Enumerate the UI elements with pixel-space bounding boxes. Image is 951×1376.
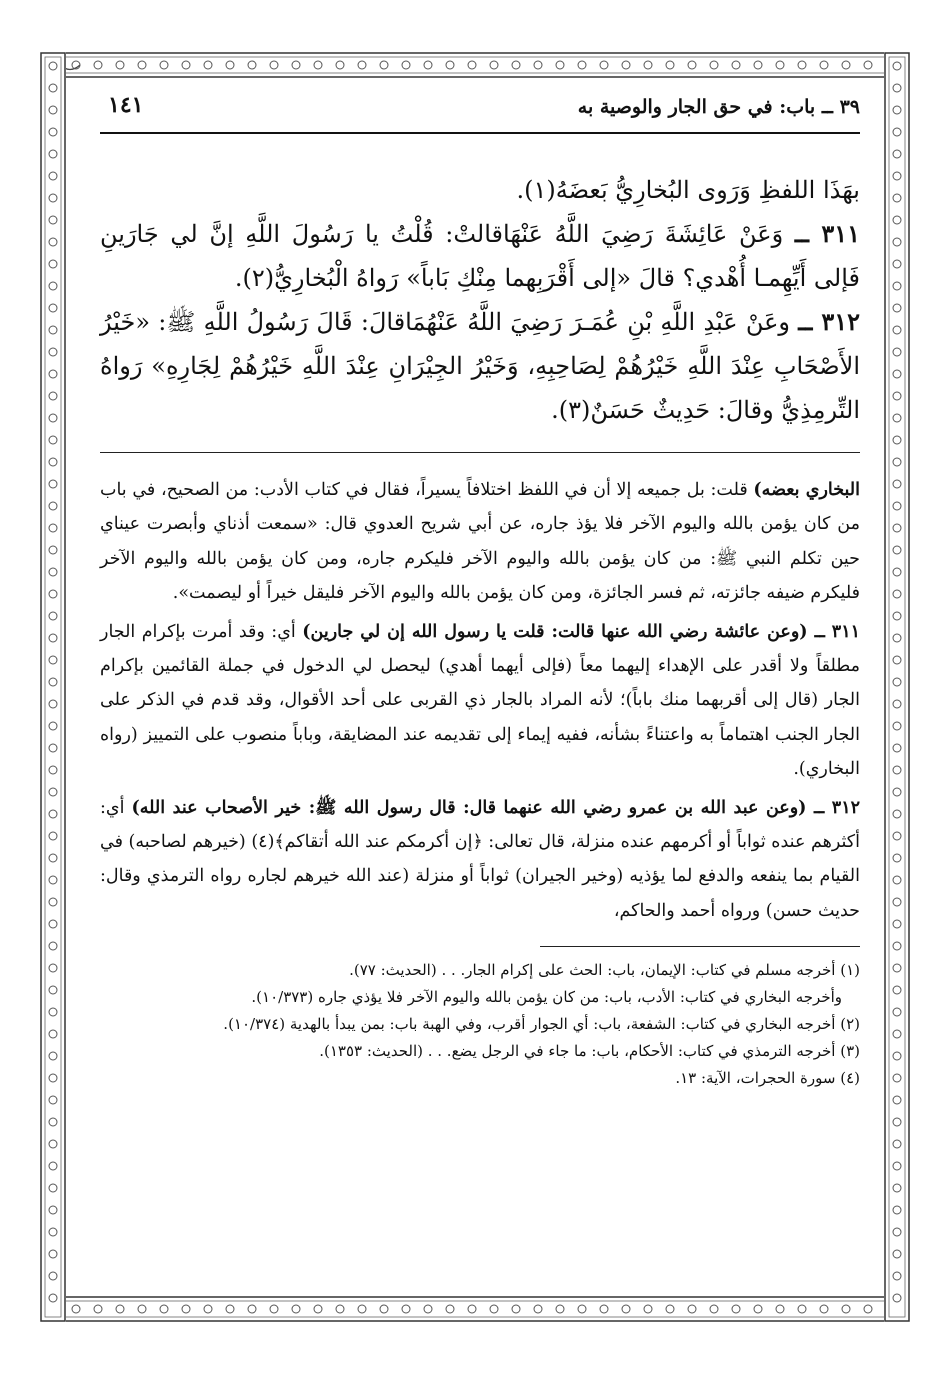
ornament-mark <box>94 61 102 69</box>
footnote: (١) أخرجه مسلم في كتاب: الإيمان، باب: الحث على إكرام الجار. . . (الحديث: ٧٧). <box>349 961 860 980</box>
ornament-mark <box>49 194 57 202</box>
ornament-mark <box>49 766 57 774</box>
ornament-mark <box>138 61 146 69</box>
ornament-mark <box>248 61 256 69</box>
ornament-mark <box>893 106 901 114</box>
ornament-mark <box>49 546 57 554</box>
ornament-mark <box>49 348 57 356</box>
ornament-mark <box>893 414 901 422</box>
ornament-mark <box>49 964 57 972</box>
commentary-paragraph: ٣١١ ــ (وعن عائشة رضي الله عنها قالت: قلت يا رسول الله إن لي جارين) أي: وقد أمرت بإكرام الجار مطلقاً ولا أقدر على الإهداء إليهما معاً (فإلى أيهما أهدي) ليحصل لي الدخول في جملة القائمين بإكرام الجار (قال إلى أقربهما منك باباً)؛ لأنه المراد بالجار ذي القربى على أحد الأقوال، وقد قدم في الذكر على الجار الجنب اهتماماً به واعتناءً بشأنه، ففيه إيماء إلى تقديمه عند المضايقة، وباباً منصوب على التمييز (رواه البخاري). <box>100 621 860 780</box>
ornament-mark <box>893 986 901 994</box>
ornament-mark <box>49 524 57 532</box>
hadith-number: ٣١١ ــ <box>794 219 860 248</box>
ornament-mark <box>49 1228 57 1236</box>
ornament-mark <box>864 61 872 69</box>
ornament-mark <box>893 964 901 972</box>
footnote: (٣) أخرجه الترمذي في كتاب: الأحكام، باب: ما جاء في الرجل يضع. . . (الحديث: ١٣٥٣). <box>319 1042 860 1061</box>
ornament-mark <box>893 326 901 334</box>
ornament-mark <box>49 678 57 686</box>
ornament-mark <box>893 546 901 554</box>
ornament-mark <box>49 216 57 224</box>
ornament-mark <box>49 282 57 290</box>
ornament-mark <box>49 1294 57 1302</box>
ornament-mark <box>578 61 586 69</box>
ornament-mark <box>893 216 901 224</box>
ornament-mark <box>49 392 57 400</box>
ornament-mark <box>49 744 57 752</box>
ornament-mark <box>49 480 57 488</box>
ornament-mark <box>49 1272 57 1280</box>
ornament-mark <box>49 854 57 862</box>
ornament-mark <box>893 172 901 180</box>
ornament-mark <box>893 854 901 862</box>
ornament-mark <box>49 172 57 180</box>
ornament-mark <box>49 1008 57 1016</box>
ornament-mark <box>49 1074 57 1082</box>
ornament-mark <box>893 1272 901 1280</box>
footnote: وأخرجه البخاري في كتاب: الأدب، باب: من كان يؤمن بالله واليوم الآخر فلا يؤذي جاره (١٠/٣٧٣). <box>251 988 842 1007</box>
ornament-mark <box>893 678 901 686</box>
ornament-mark <box>314 61 322 69</box>
ornament-mark <box>49 1052 57 1060</box>
hadith-paragraph: ٣١٢ ــ وعَنْ عَبْدِ اللَّهِ بْنِ عُمَـرَ رَضِيَ اللَّهُ عَنْهُمَاقالَ: قَالَ رَسُولُ اللَّهِ ﷺ: «خَيْرُ الأَصْحَابِ عِنْدَ اللَّهِ خَيْرُهُمْ لِصَاحِبِهِ، وَخَيْرُ الجِيْرَانِ عِنْدَ اللَّهِ خَيْرُهُمْ لِجَارِهِ» رَواهُ التِّرمِذِيُّ وقالَ: حَدِيثٌ حَسَنٌ(٣). <box>100 307 860 424</box>
ornament-mark <box>358 61 366 69</box>
hadith-text <box>100 168 860 432</box>
ornament-mark <box>49 634 57 642</box>
ornament-mark <box>754 61 762 69</box>
ornament-mark <box>49 370 57 378</box>
ornament-mark <box>534 61 542 69</box>
ornament-mark <box>893 788 901 796</box>
ornament-mark <box>732 61 740 69</box>
border-top-ornament <box>40 52 910 78</box>
ornament-mark <box>893 1030 901 1038</box>
ornament-mark <box>776 61 784 69</box>
ornament-mark <box>600 61 608 69</box>
ornament-mark <box>49 1030 57 1038</box>
ornament-mark <box>49 722 57 730</box>
ornament-mark <box>182 61 190 69</box>
ornament-mark <box>893 700 901 708</box>
ornament-mark <box>49 62 57 70</box>
ornament-mark <box>893 502 901 510</box>
ornament-mark <box>402 61 410 69</box>
ornament-mark <box>893 1118 901 1126</box>
ornament-mark <box>893 1250 901 1258</box>
ornament-mark <box>893 348 901 356</box>
ornament-mark <box>49 1118 57 1126</box>
ornament-mark <box>666 61 674 69</box>
chapter-title: ٣٩ ــ باب: في حق الجار والوصية به <box>577 96 860 118</box>
ornament-mark <box>49 832 57 840</box>
ornament-mark <box>49 876 57 884</box>
ornament-mark <box>893 1052 901 1060</box>
ornament-mark <box>49 1096 57 1104</box>
ornament-mark <box>49 84 57 92</box>
ornament-mark <box>49 898 57 906</box>
ornament-mark <box>893 392 901 400</box>
ornament-mark <box>798 61 806 69</box>
ornament-mark <box>893 568 901 576</box>
ornament-mark <box>893 612 901 620</box>
ornament-mark <box>204 61 212 69</box>
ornament-mark <box>893 1140 901 1148</box>
footnote: (٤) سورة الحجرات، الآية: ١٣. <box>675 1069 860 1088</box>
divider <box>100 452 860 453</box>
ornament-mark <box>49 150 57 158</box>
ornament-mark <box>512 61 520 69</box>
ornament-mark <box>226 61 234 69</box>
ornament-mark <box>49 414 57 422</box>
commentary-paragraph: البخاري بعضه) قلت: بل جميعه إلا أن في اللفظ اختلافاً يسيراً، فقال في كتاب الأدب: من الصحيح، في باب من كان يؤمن بالله واليوم الآخر فلا يؤذ جاره، عن أبي شريح العدوي قال: «سمعت أذناي وأبصرت عيناي حين تكلم النبي ﷺ: من كان يؤمن بالله واليوم الآخر فليكرم جاره، ومن كان يؤمن بالله واليوم الآخر فليكرم ضيفه جائزته، ثم فسر الجائزة، ومن كان يؤمن بالله واليوم الآخر فليقل خيراً أو ليصمت». <box>100 480 860 604</box>
ornament-mark <box>893 282 901 290</box>
ornament-mark <box>893 722 901 730</box>
ornament-mark <box>380 61 388 69</box>
hadith-paragraph: ٣١١ ــ وَعَنْ عَائِشَةَ رَضِيَ اللَّهُ عَنْهَاقالتْ: قُلْتُ يا رَسُولَ اللَّهِ إنَّ لي جَارَينِ فَإلى أَيِّهِمـا أُهْدي؟ قالَ «إلى أَقْرَبِهما مِنْكِ بَاباً» رَواهُ الْبُخارِيُّ(٢). <box>100 219 860 292</box>
ornament-mark <box>270 61 278 69</box>
ornament-mark <box>49 942 57 950</box>
hadith-number: ٣١٢ ــ <box>798 307 860 336</box>
ornament-mark <box>893 436 901 444</box>
ornament-mark <box>893 810 901 818</box>
page-content <box>100 92 860 1312</box>
ornament-mark <box>893 524 901 532</box>
ornament-mark <box>893 150 901 158</box>
ornament-mark <box>49 656 57 664</box>
ornament-mark <box>893 238 901 246</box>
ornament-mark <box>292 61 300 69</box>
commentary-paragraph: ٣١٢ ــ (وعن عبد الله بن عمرو رضي الله عنهما قال: قال رسول الله ﷺ: خير الأصحاب عند الله) أي: أكثرهم عنده ثواباً أو أكرمهم عنده منزلة، قال تعالى: ﴿إن أكرمكم عند الله أتقاكم﴾(٤) (خيرهم لصاحبه) في القيام بما ينفعه والدفع لما يؤذيه (وخير الجيران) ثواباً أو منزلة (عند الله خيرهم لجاره رواه الترمذي وقال: حديث حسن) ورواه أحمد والحاكم، <box>100 797 860 921</box>
ornament-mark <box>893 744 901 752</box>
ornament-mark <box>160 61 168 69</box>
ornament-mark <box>893 590 901 598</box>
hadith-paragraph: بهَذَا اللفظِ وَرَوى البُخارِيُّ بَعضَهُ(١). <box>516 176 860 204</box>
ornament-mark <box>49 1206 57 1214</box>
ornament-mark <box>893 1008 901 1016</box>
ornament-mark <box>49 458 57 466</box>
commentary <box>100 473 860 928</box>
ornament-mark <box>644 61 652 69</box>
ornament-mark <box>49 1162 57 1170</box>
ornament-mark <box>49 1140 57 1148</box>
ornament-mark <box>893 1206 901 1214</box>
ornament-mark <box>893 370 901 378</box>
ornament-mark <box>49 326 57 334</box>
ornament-mark <box>49 106 57 114</box>
border-left-ornament <box>40 52 66 1322</box>
ornament-mark <box>893 1228 901 1236</box>
ornament-mark <box>893 260 901 268</box>
ornament-mark <box>893 898 901 906</box>
ornament-mark <box>49 128 57 136</box>
ornament-mark <box>893 766 901 774</box>
footnotes <box>100 957 860 1092</box>
page-number: ١٤١ <box>108 92 144 118</box>
ornament-mark <box>893 920 901 928</box>
ornament-mark <box>893 458 901 466</box>
ornament-mark <box>424 61 432 69</box>
ornament-mark <box>72 1305 80 1313</box>
ornament-mark <box>336 61 344 69</box>
ornament-mark <box>49 590 57 598</box>
ornament-mark <box>49 1184 57 1192</box>
ornament-mark <box>893 480 901 488</box>
footnote: (٢) أخرجه البخاري في كتاب: الشفعة، باب: أي الجوار أقرب، وفي الهبة باب: بمن يبدأ بالهدية (١٠/٣٧٤). <box>223 1015 860 1034</box>
ornament-mark <box>893 1162 901 1170</box>
ornament-mark <box>622 61 630 69</box>
ornament-mark <box>49 260 57 268</box>
ornament-mark <box>893 194 901 202</box>
ornament-mark <box>49 568 57 576</box>
ornament-mark <box>49 810 57 818</box>
ornament-mark <box>893 656 901 664</box>
border-right-ornament <box>884 52 910 1322</box>
running-header <box>100 92 860 134</box>
ornament-mark <box>49 788 57 796</box>
ornament-mark <box>864 1305 872 1313</box>
ornament-mark <box>842 61 850 69</box>
ornament-mark <box>893 876 901 884</box>
ornament-mark <box>49 238 57 246</box>
ornament-mark <box>710 61 718 69</box>
ornament-mark <box>893 304 901 312</box>
ornament-mark <box>49 986 57 994</box>
ornament-mark <box>49 612 57 620</box>
ornament-mark <box>893 1096 901 1104</box>
ornament-mark <box>893 1294 901 1302</box>
ornament-mark <box>556 61 564 69</box>
ornament-mark <box>490 61 498 69</box>
ornament-mark <box>893 84 901 92</box>
ornament-mark <box>49 304 57 312</box>
ornament-mark <box>116 61 124 69</box>
ornament-mark <box>446 61 454 69</box>
ornament-mark <box>49 1250 57 1258</box>
ornament-mark <box>49 502 57 510</box>
ornament-mark <box>468 61 476 69</box>
ornament-mark <box>49 700 57 708</box>
ornament-mark <box>820 61 828 69</box>
ornament-mark <box>893 832 901 840</box>
ornament-mark <box>688 61 696 69</box>
ornament-mark <box>49 920 57 928</box>
ornament-mark <box>893 942 901 950</box>
ornament-mark <box>49 436 57 444</box>
ornament-mark <box>893 62 901 70</box>
ornament-mark <box>893 1074 901 1082</box>
ornament-mark <box>893 1184 901 1192</box>
ornament-mark <box>893 634 901 642</box>
footnote-divider <box>540 946 860 947</box>
ornament-mark <box>893 128 901 136</box>
